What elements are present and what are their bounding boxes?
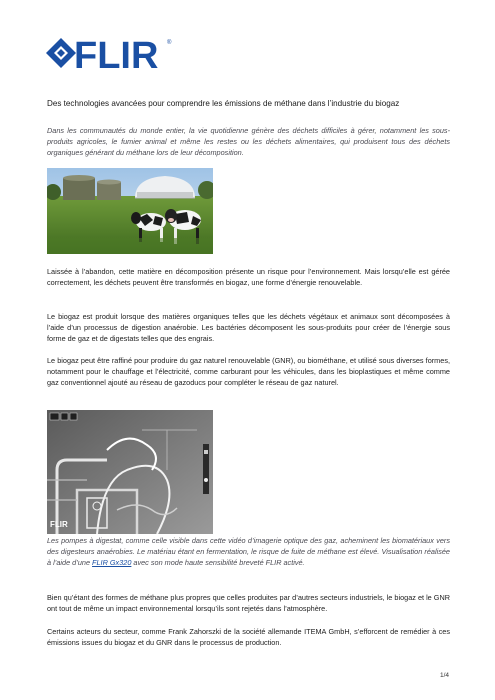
cows-biogas-photo	[47, 168, 213, 254]
flir-gx320-link[interactable]: FLIR Gx320	[92, 558, 132, 568]
thermal-watermark: FLIR	[50, 520, 68, 529]
page-title: Des technologies avancées pour comprendre les émissions de méthane dans l’industrie du biogaz	[47, 99, 400, 108]
caption-text-end: avec son mode haute sensibilité breveté FLIR activé.	[131, 558, 305, 568]
flir-logo-text: FLIR	[74, 35, 159, 77]
paragraph-4: Bien qu’étant des formes de méthane plus propres que celles produites par d’autres secteurs industriels, le biogaz et le GNR ont tout de même un impact environnemental lorsqu’ils sont rejetés dans l’atmosphère.	[47, 593, 450, 614]
image-caption	[47, 535, 450, 569]
caption-text: Les pompes à digestat, comme celle visible dans cette vidéo d’imagerie optique des gaz, acheminent les biomatériaux vers des digesteurs anaérobies. Le matériau étant en fermentation, le risque de fuite de méthane est élevé. Visualisation réalisée à l’aide d’une	[47, 536, 450, 568]
intro-paragraph: Dans les communautés du monde entier, la vie quotidienne génère des déchets difficiles à gérer, notamment les sous-produits agricoles, le fumier animal et même les restes ou les déchets alimentaires, qui produisent tous des déchets organiques générant du méthane lors de leur décomposition.	[47, 126, 450, 158]
paragraph-1: Laissée à l’abandon, cette matière en décomposition présente un risque pour l’environnement. Mais lorsqu’elle est gérée correctement, les déchets peuvent être transformés en biogaz, une forme d’énergie renouvelable.	[47, 267, 450, 288]
registered-mark: ®	[167, 40, 172, 46]
ogi-thermal-image	[47, 410, 213, 534]
flir-logo-mark	[46, 38, 76, 76]
paragraph-3: Le biogaz peut être raffiné pour produire du gaz naturel renouvelable (GNR), ou biométhane, et utilisé sous diverses formes, notamment pour le chauffage et l’électricité, comme carburant pour les véhicules, dans les bioplastiques et même comme gaz conventionnel ajouté au réseau de gazoducs pour compléter le réseau de gaz naturel.	[47, 356, 450, 388]
page-number: 1/4	[439, 672, 449, 679]
paragraph-2: Le biogaz est produit lorsque des matières organiques telles que les déchets végétaux et animaux sont décomposées à l’aide d’un processus de digestion anaérobie. Les bactéries décomposent les sous-produits pour créer de l’énergie sous forme de gaz et de digestats telles que des engrais.	[47, 312, 450, 344]
paragraph-5: Certains acteurs du secteur, comme Frank Zahorszki de la société allemande ITEMA GmbH, s’efforcent de remédier à ces émissions issues du biogaz et du GNR dans le processus de production.	[47, 627, 450, 648]
